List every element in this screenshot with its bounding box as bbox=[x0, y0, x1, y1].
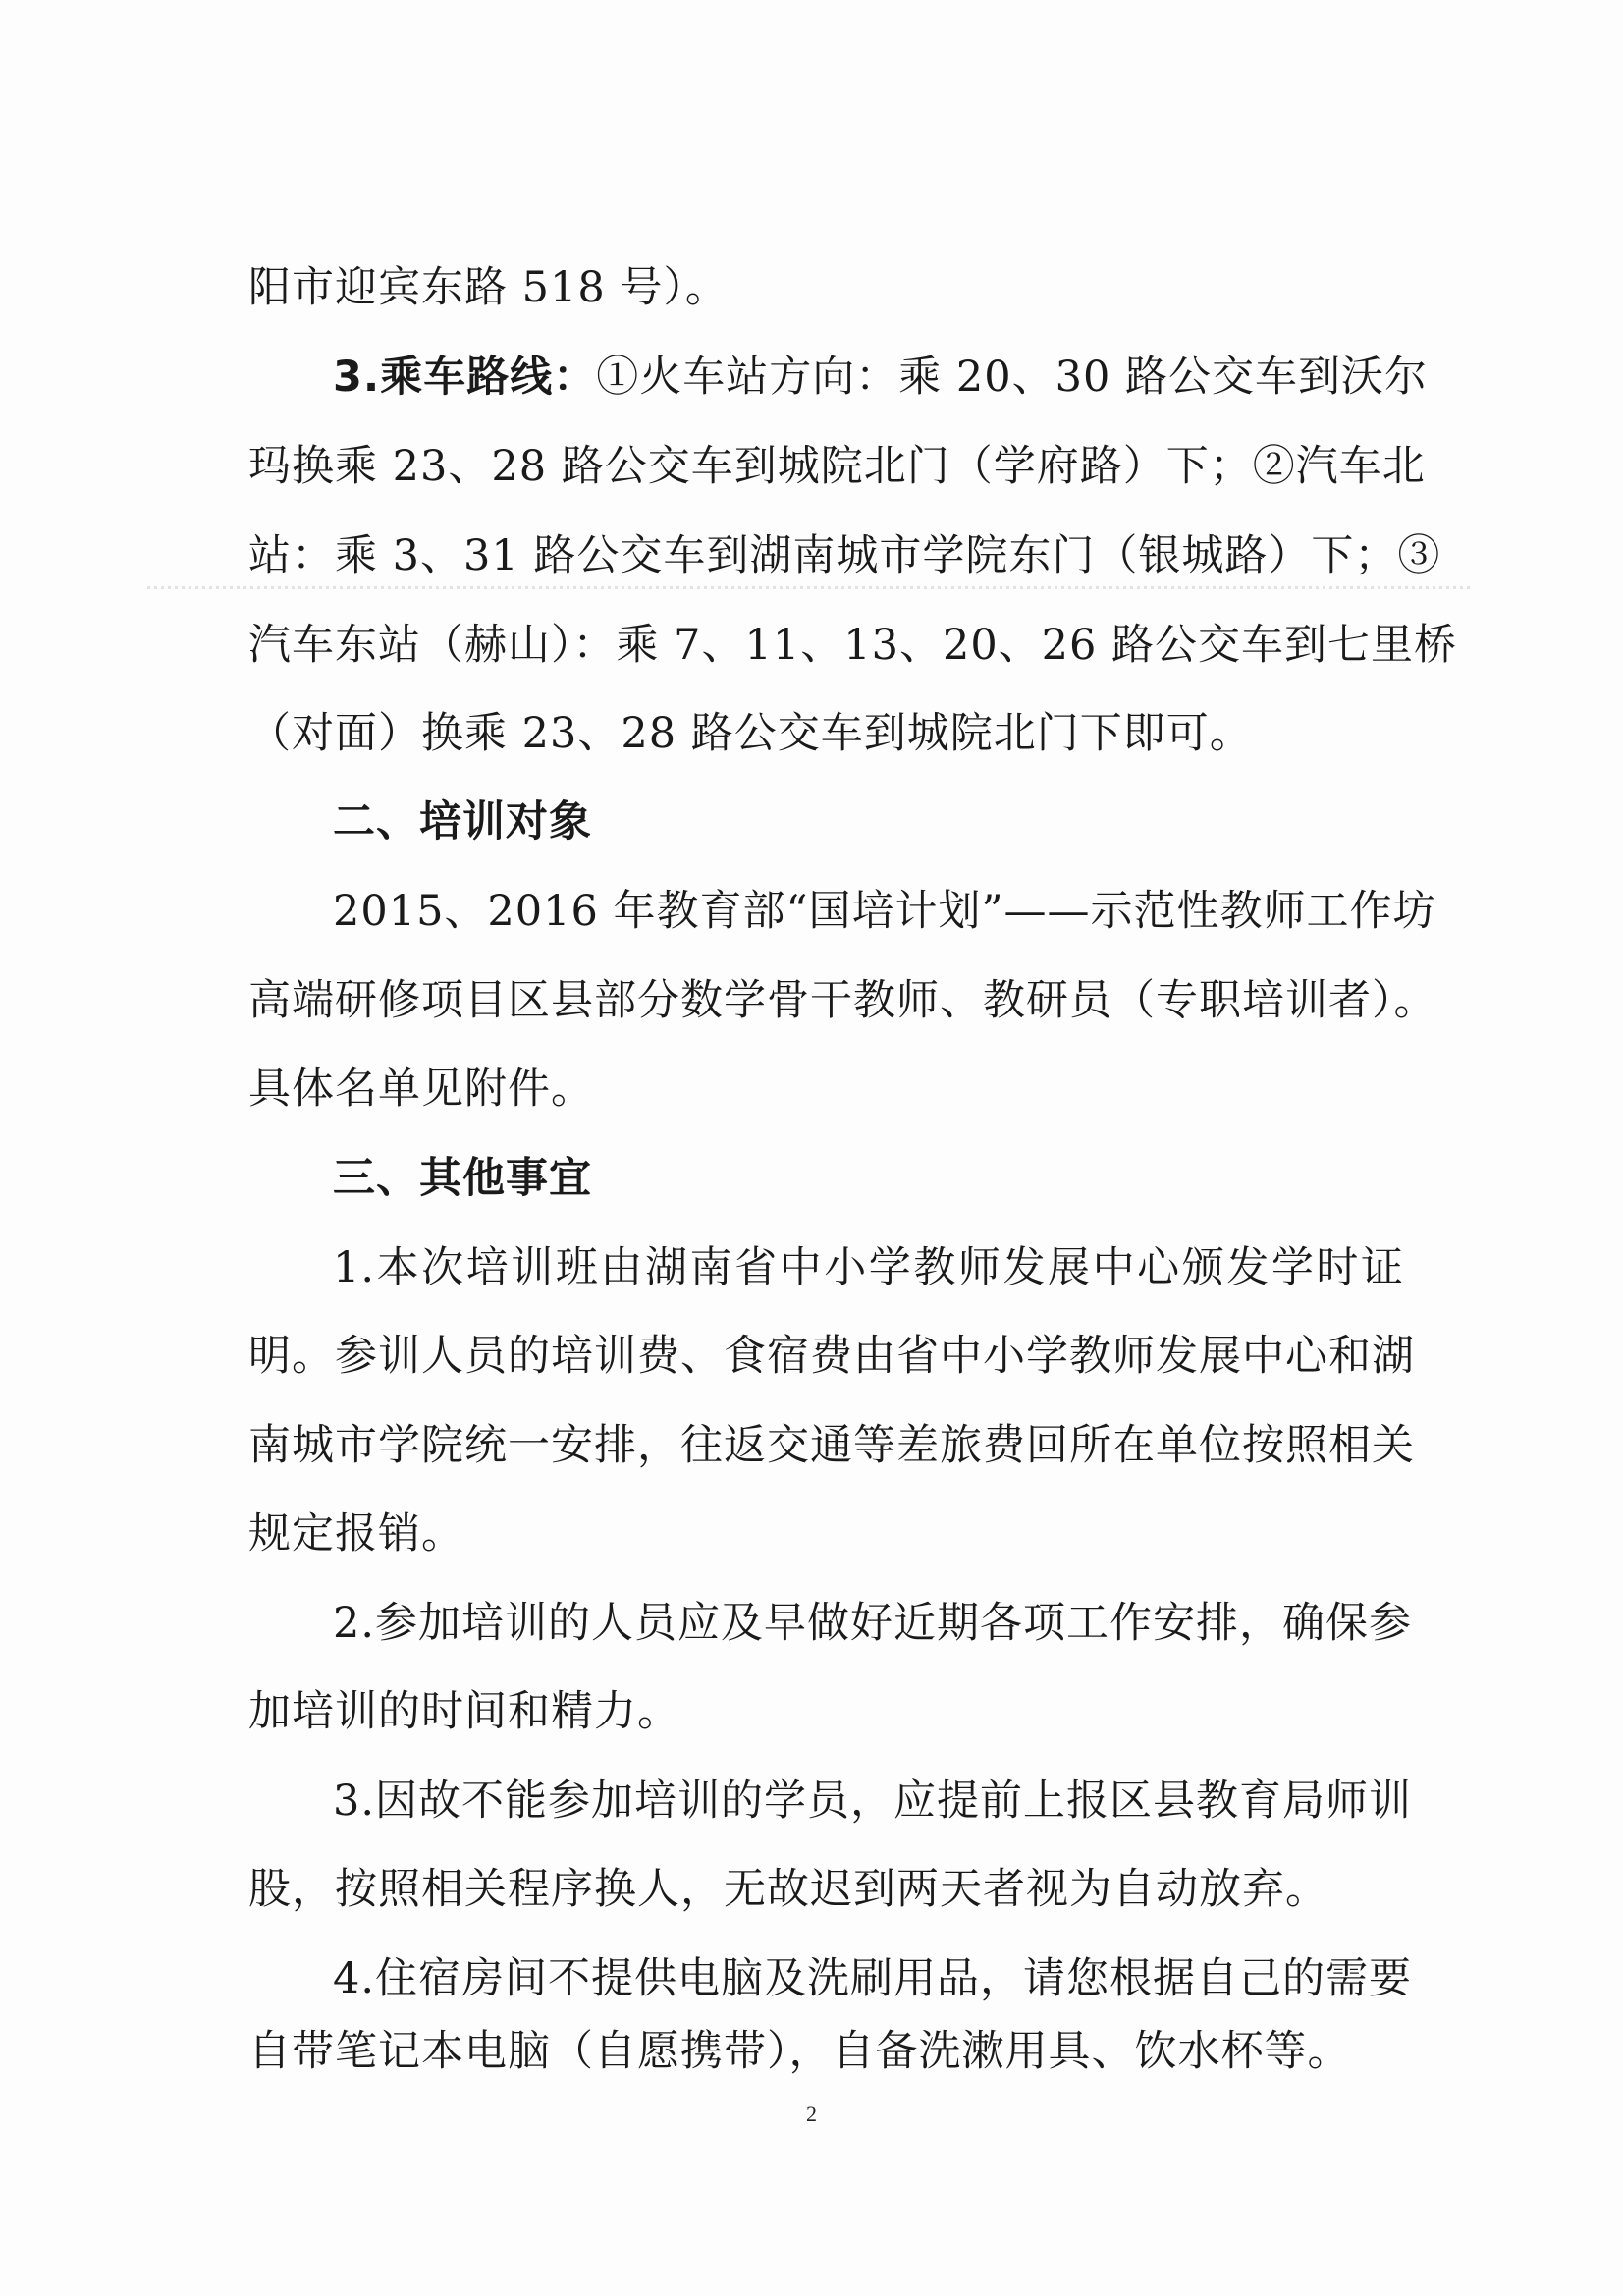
transport-route-line-4: 汽车东站（赫山）：乘 7、11、13、20、26 路公交车到七里桥 bbox=[248, 621, 1458, 670]
other-item-1-line-2: 明。参训人员的培训费、食宿费由省中小学教师发展中心和湖 bbox=[248, 1332, 1415, 1381]
other-item-4-line-2: 自带笔记本电脑（自愿携带），自备洗漱用具、饮水杯等。 bbox=[248, 2027, 1351, 2076]
section-heading-training-target: 二、培训对象 bbox=[333, 797, 592, 847]
training-target-line-2: 高端研修项目区县部分数学骨干教师、教研员（专职培训者）。 bbox=[248, 976, 1437, 1025]
training-target-line-3: 具体名单见附件。 bbox=[248, 1065, 594, 1114]
other-item-1-line-1: 1.本次培训班由湖南省中小学教师发展中心颁发学时证 bbox=[333, 1243, 1404, 1292]
other-item-3-line-1: 3.因故不能参加培训的学员，应提前上报区县教育局师训 bbox=[333, 1777, 1413, 1826]
other-item-4-line-1: 4.住宿房间不提供电脑及洗刷用品，请您根据自己的需要 bbox=[333, 1954, 1413, 2003]
transport-route-line-1 bbox=[333, 349, 1429, 406]
other-item-2-line-2: 加培训的时间和精力。 bbox=[248, 1687, 680, 1736]
transport-route-line-3: 站：乘 3、31 路公交车到湖南城市学院东门（银城路）下；③ bbox=[248, 531, 1441, 580]
page-number: 2 bbox=[806, 2102, 817, 2126]
other-item-3-line-2: 股，按照相关程序换人，无故迟到两天者视为自动放弃。 bbox=[248, 1865, 1328, 1914]
transport-route-line-5: （对面）换乘 23、28 路公交车到城院北门下即可。 bbox=[248, 709, 1253, 758]
other-item-1-line-4: 规定报销。 bbox=[248, 1509, 464, 1558]
address-line-end: 阳市迎宾东路 518 号）。 bbox=[248, 263, 729, 312]
other-item-1-line-3: 南城市学院统一安排，往返交通等差旅费回所在单位按照相关 bbox=[248, 1421, 1415, 1470]
transport-route-text: ①火车站方向：乘 20、30 路公交车到沃尔 bbox=[596, 353, 1429, 402]
transport-route-line-2: 玛换乘 23、28 路公交车到城院北门（学府路）下；②汽车北 bbox=[248, 442, 1426, 491]
scan-artifact-line bbox=[147, 586, 1473, 589]
transport-route-heading: 3.乘车路线： bbox=[333, 353, 597, 402]
other-item-2-line-1: 2.参加培训的人员应及早做好近期各项工作安排，确保参 bbox=[333, 1599, 1413, 1648]
section-heading-other-matters: 三、其他事宜 bbox=[333, 1154, 592, 1203]
training-target-line-1: 2015、2016 年教育部“国培计划”——示范性教师工作坊 bbox=[333, 887, 1436, 936]
